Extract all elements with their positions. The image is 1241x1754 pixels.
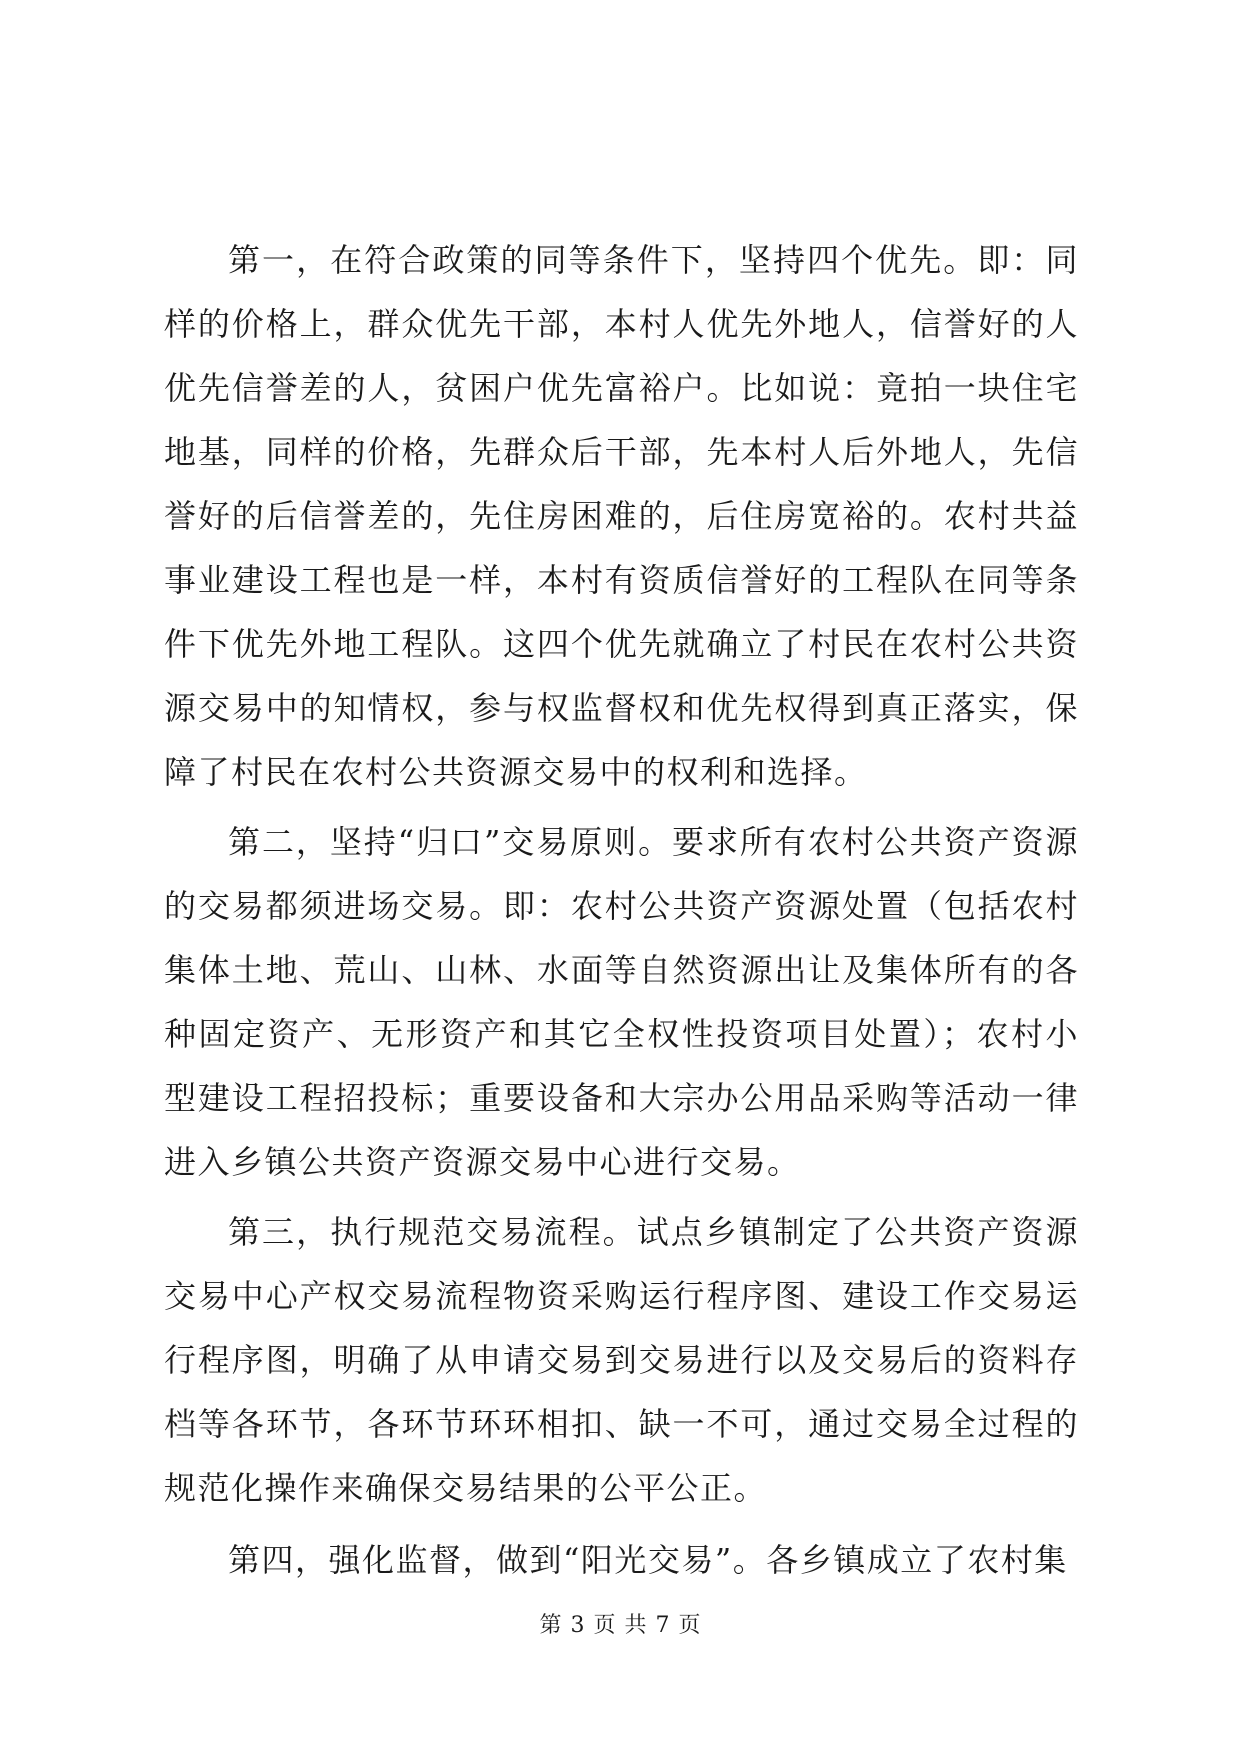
document-body <box>164 228 1079 1592</box>
page-footer: 第 3 页 共 7 页 <box>539 1613 702 1638</box>
paragraph-fourth: 第四，强化监督，做到“阳光交易”。各乡镇成立了农村集 <box>228 1541 1068 1579</box>
paragraph-first: 第一，在符合政策的同等条件下，坚持四个优先。即：同样的价格上，群众优先干部，本村人优先外地人，信誉好的人优先信誉差的人，贫困户优先富裕户。比如说：竟拍一块住宅地基，同样的价格，先群众后干部，先本村人后外地人，先信誉好的后信誉差的，先住房困难的，后住房宽裕的。农村共益事业建设工程也是一样，本村有资质信誉好的工程队在同等条件下优先外地工程队。这四个优先就确立了村民在农村公共资源交易中的知情权，参与权监督权和优先权得到真正落实，保障了村民在农村公共资源交易中的权利和选择。 <box>164 241 1079 791</box>
paragraph-second: 第二，坚持“归口”交易原则。要求所有农村公共资产资源的交易都须进场交易。即：农村公共资产资源处置（包括农村集体土地、荒山、山林、水面等自然资源出让及集体所有的各种固定资产、无形资产和其它全权性投资项目处置）；农村小型建设工程招投标；重要设备和大宗办公用品采购等活动一律进入乡镇公共资产资源交易中心进行交易。 <box>164 823 1079 1181</box>
paragraph-third: 第三，执行规范交易流程。试点乡镇制定了公共资产资源交易中心产权交易流程物资采购运行程序图、建设工作交易运行程序图，明确了从申请交易到交易进行以及交易后的资料存档等各环节，各环节环环相扣、缺一不可，通过交易全过程的规范化操作来确保交易结果的公平公正。 <box>164 1213 1079 1507</box>
